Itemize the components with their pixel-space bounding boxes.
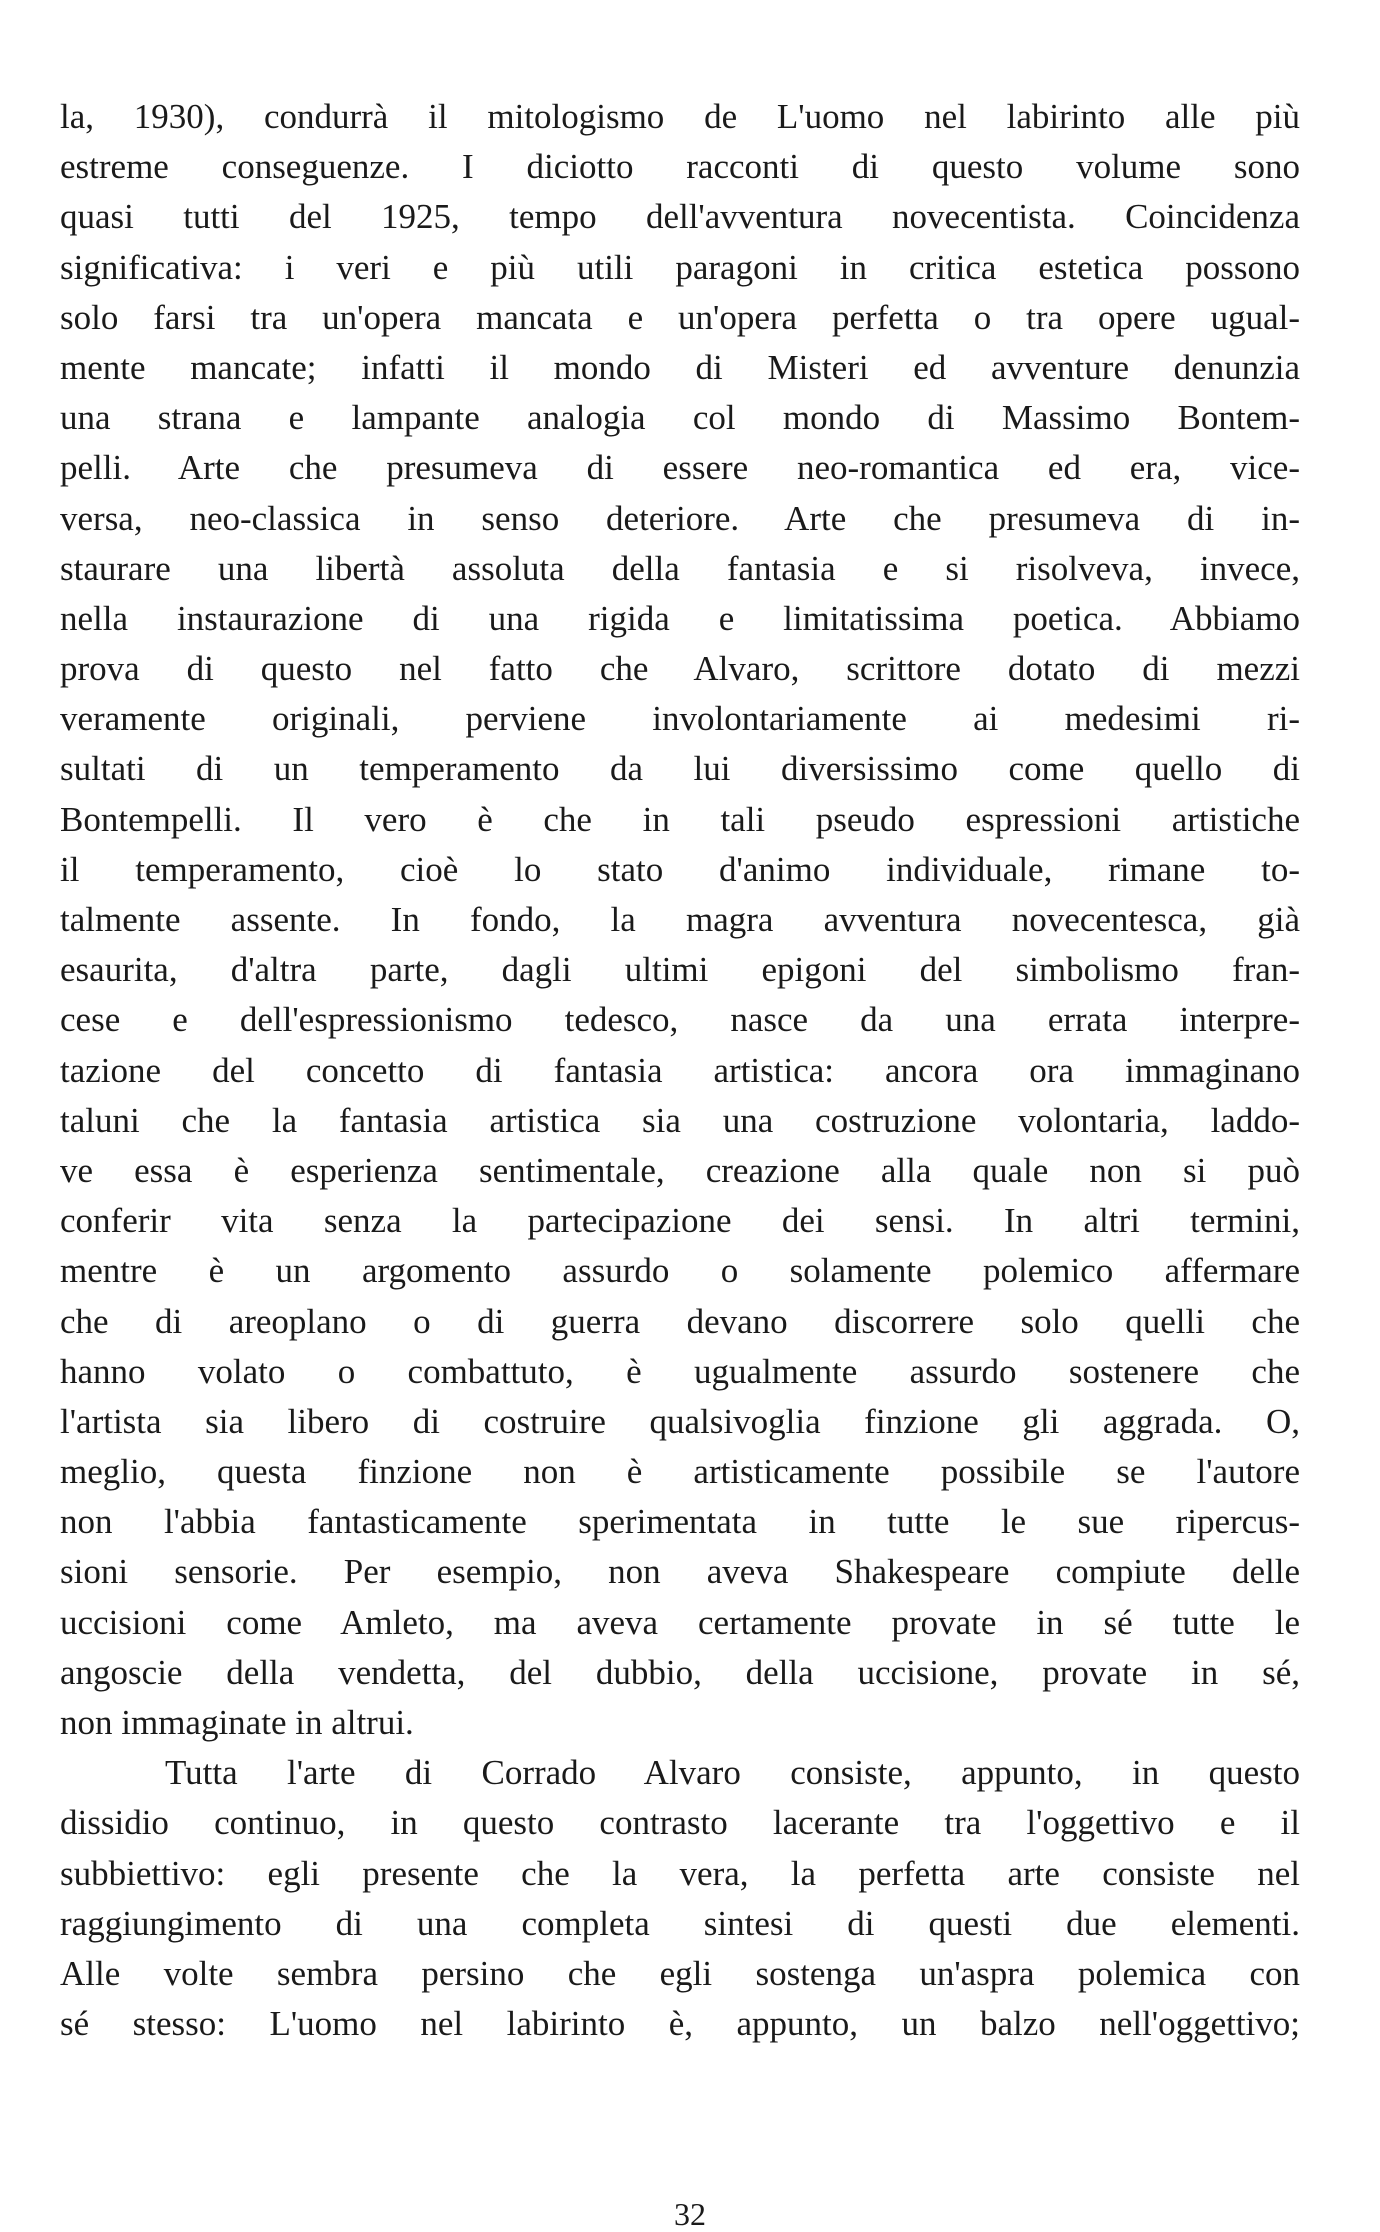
text-line: estreme conseguenze. I diciotto racconti di questo volume sono [60, 147, 1300, 187]
paragraph-1 [60, 92, 1300, 1748]
text-line: sioni sensorie. Per esempio, non aveva Shakespeare compiute delle [60, 1552, 1300, 1592]
text-line: nella instaurazione di una rigida e limitatissima poetica. Abbiamo [60, 598, 1300, 638]
text-line: non l'abbia fantasticamente sperimentata in tutte le sue ripercus- [60, 1502, 1300, 1542]
text-line: che di areoplano o di guerra devano discorrere solo quelli che [60, 1301, 1300, 1341]
text-line: solo farsi tra un'opera mancata e un'opera perfetta o tra opere ugual- [60, 297, 1300, 337]
text-line: la, 1930), condurrà il mitologismo de L'uomo nel labirinto alle più [60, 97, 1300, 136]
text-line: sultati di un temperamento da lui diversissimo come quello di [60, 749, 1300, 789]
text-line: significativa: i veri e più utili paragoni in critica estetica possono [60, 247, 1300, 287]
text-line: dissidio continuo, in questo contrasto lacerante tra l'oggettivo e il [60, 1803, 1300, 1843]
text-line: esaurita, d'altra parte, dagli ultimi epigoni del simbolismo fran- [60, 950, 1300, 990]
text-line: subbiettivo: egli presente che la vera, la perfetta arte consiste nel [60, 1853, 1300, 1893]
text-line: il temperamento, cioè lo stato d'animo individuale, rimane to- [60, 849, 1300, 889]
text-line: mente mancate; infatti il mondo di Misteri ed avventure denunzia [60, 347, 1300, 387]
text-line: tazione del concetto di fantasia artistica: ancora ora immaginano [60, 1050, 1300, 1090]
text-line: cese e dell'espressionismo tedesco, nasce da una errata interpre- [60, 1000, 1300, 1040]
text-line: uccisioni come Amleto, ma aveva certamente provate in sé tutte le [60, 1602, 1300, 1642]
text-line: una strana e lampante analogia col mondo di Massimo Bontem- [60, 398, 1300, 438]
text-line: mentre è un argomento assurdo o solamente polemico affermare [60, 1251, 1300, 1291]
body-text [60, 92, 1300, 2049]
text-line: Alle volte sembra persino che egli sostenga un'aspra polemica con [60, 1953, 1300, 1993]
text-line: angoscie della vendetta, del dubbio, della uccisione, provate in sé, [60, 1652, 1300, 1692]
text-line: taluni che la fantasia artistica sia una costruzione volontaria, laddo- [60, 1100, 1300, 1140]
text-line: pelli. Arte che presumeva di essere neo-romantica ed era, vice- [60, 448, 1300, 488]
text-line: prova di questo nel fatto che Alvaro, scrittore dotato di mezzi [60, 649, 1300, 689]
text-line: non immaginate in altrui. [60, 1703, 414, 1742]
text-line: raggiungimento di una completa sintesi di questi due elementi. [60, 1903, 1300, 1943]
text-line: Tutta l'arte di Corrado Alvaro consiste, appunto, in questo [165, 1753, 1300, 1793]
text-line: conferir vita senza la partecipazione dei sensi. In altri termini, [60, 1201, 1300, 1241]
text-line: ve essa è esperienza sentimentale, creazione alla quale non si può [60, 1150, 1300, 1190]
text-line: talmente assente. In fondo, la magra avventura novecentesca, già [60, 900, 1300, 939]
text-line: quasi tutti del 1925, tempo dell'avventura novecentista. Coincidenza [60, 197, 1300, 237]
text-line: staurare una libertà assoluta della fantasia e si risolveva, invece, [60, 548, 1300, 588]
text-line: hanno volato o combattuto, è ugualmente assurdo sostenere che [60, 1351, 1300, 1391]
text-line: versa, neo-classica in senso deteriore. Arte che presumeva di in- [60, 498, 1300, 538]
paragraph-2 [60, 1748, 1300, 2049]
text-line: Bontempelli. Il vero è che in tali pseudo espressioni artistiche [60, 799, 1300, 839]
text-line: sé stesso: L'uomo nel labirinto è, appunto, un balzo nell'oggettivo; [60, 2004, 1300, 2044]
page-number: 32 [674, 2196, 706, 2232]
text-line: l'artista sia libero di costruire qualsivoglia finzione gli aggrada. O, [60, 1401, 1300, 1441]
text-line: veramente originali, perviene involontariamente ai medesimi ri- [60, 699, 1300, 739]
text-line: meglio, questa finzione non è artisticamente possibile se l'autore [60, 1452, 1300, 1492]
